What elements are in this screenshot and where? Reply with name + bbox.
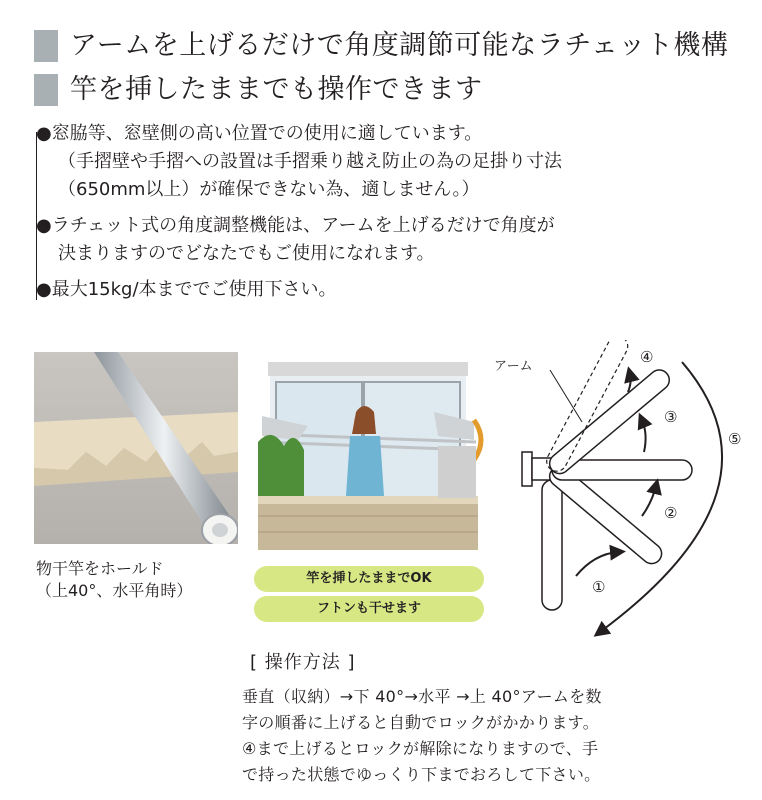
pill-keep-pole: 竿を挿したままでOK: [254, 566, 484, 592]
pill-futon: フトンも干せます: [254, 596, 484, 622]
step-1-label: ①: [592, 578, 606, 596]
heading-bar-2: [34, 74, 58, 106]
bullet-line-3: （650mm以上）が確保できない為、適しません。）: [58, 179, 480, 200]
step-4-label: ④: [640, 348, 654, 366]
operation-line-4: で持った状態でゆっくり下までおろして下さい。: [242, 765, 601, 784]
operation-title: [ 操作方法 ]: [250, 652, 356, 673]
step-5-label: ⑤: [728, 430, 742, 448]
arm-angle-diagram: [492, 340, 760, 640]
photo-caption-line-1: 物干竿をホールド: [36, 559, 164, 578]
bullet-line-5: 決まりますのでどなたでもご使用になれます。: [58, 243, 435, 264]
arm-label: アーム: [494, 359, 533, 374]
bullet-line-4: ●ラチェット式の角度調整機能は、アームを上げるだけで角度が: [36, 215, 555, 236]
photo-caption-line-2: （上40°、水平角時）: [36, 581, 193, 600]
bullet-line-6: ●最大15kg/本まででご使用下さい。: [36, 279, 337, 300]
heading-2: 竿を挿したままでも操作できます: [70, 74, 483, 105]
operation-line-2: 字の順番に上げると自動でロックがかかります。: [242, 713, 600, 732]
bullet-line-2: （手摺壁や手摺への設置は手摺乗り越え防止の為の足掛り寸法: [58, 151, 562, 172]
heading-bar-1: [34, 30, 58, 62]
pole-holder-photo: [34, 352, 238, 544]
bullet-line-1: ●窓脇等、窓壁側の高い位置での使用に適しています。: [36, 123, 483, 144]
operation-line-3: ④まで上げるとロックが解除になりますので、手: [242, 739, 599, 758]
balcony-illustration: [248, 356, 488, 556]
heading-1: アームを上げるだけで角度調節可能なラチェット機構: [70, 30, 729, 61]
operation-line-1: 垂直（収納）→下 40°→水平 →上 40°アームを数: [242, 687, 602, 706]
step-3-label: ③: [664, 408, 678, 426]
step-2-label: ②: [664, 504, 678, 522]
